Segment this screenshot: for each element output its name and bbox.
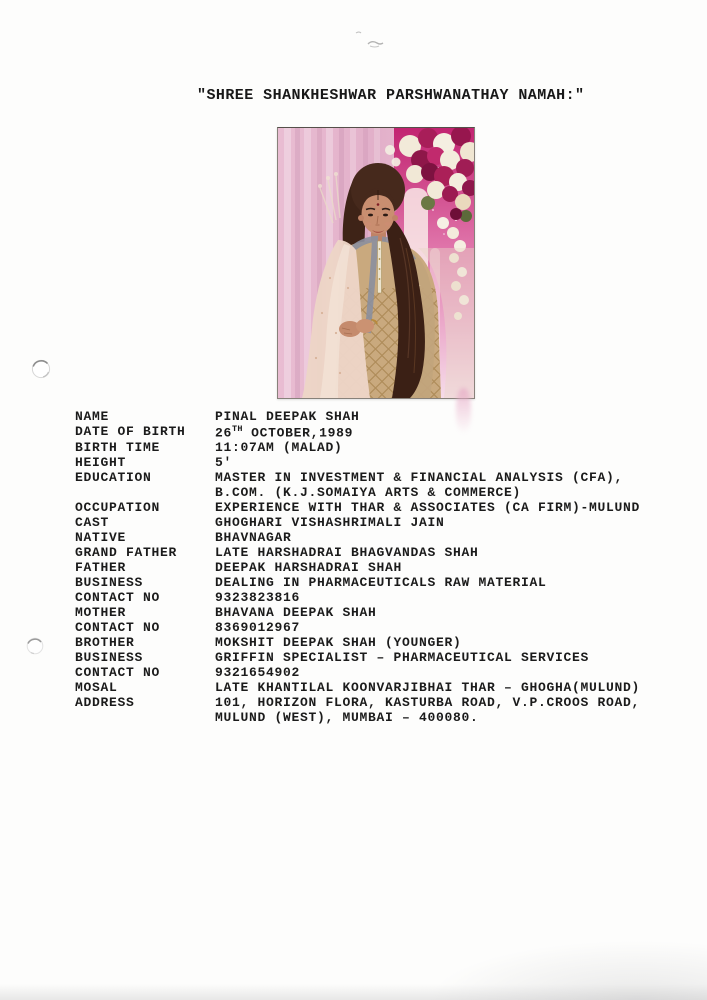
portrait-photo-art: [278, 128, 474, 398]
field-row-brother: [75, 635, 707, 650]
field-value: LATE HARSHADRAI BHAGVANDAS SHAH: [215, 545, 479, 561]
field-value: 9321654902: [215, 665, 301, 681]
field-label: OCCUPATION: [75, 500, 161, 516]
bindi: [377, 203, 380, 206]
field-row-address: [75, 695, 707, 725]
field-label: EDUCATION: [75, 470, 152, 486]
field-row-brother-business: [75, 650, 707, 665]
field-value: GRIFFIN SPECIALIST – PHARMACEUTICAL SERVICES: [215, 650, 590, 666]
field-value: BHAVNAGAR: [215, 530, 292, 546]
field-value: 9323823816: [215, 590, 301, 606]
field-row-name: [75, 409, 707, 424]
field-value: MASTER IN INVESTMENT & FINANCIAL ANALYSIS (CFA), B.COM. (K.J.SOMAIYA ARTS & COMMERCE): [215, 470, 624, 501]
field-row-occupation: [75, 500, 707, 515]
field-row-education: [75, 470, 707, 500]
field-label: ADDRESS: [75, 695, 135, 711]
field-value: EXPERIENCE WITH THAR & ASSOCIATES (CA FIRM)-MULUND: [215, 500, 641, 516]
field-label: MOSAL: [75, 680, 118, 696]
field-row-cast: [75, 515, 707, 530]
field-label: BIRTH TIME: [75, 440, 161, 456]
field-value: 11:07AM (MALAD): [215, 440, 343, 456]
field-label: CONTACT NO: [75, 665, 161, 681]
field-label: NATIVE: [75, 530, 127, 546]
field-row-father: [75, 560, 707, 575]
document-title: "SHREE SHANKHESHWAR PARSHWANATHAY NAMAH:": [197, 87, 585, 104]
field-value: 8369012967: [215, 620, 301, 636]
portrait-photo: [277, 127, 475, 399]
field-label: CAST: [75, 515, 110, 531]
field-label: BROTHER: [75, 635, 135, 651]
field-label: FATHER: [75, 560, 127, 576]
field-label: DATE OF BIRTH: [75, 424, 186, 439]
field-value: DEALING IN PHARMACEUTICALS RAW MATERIAL: [215, 575, 547, 591]
field-row-date-of-birth: [75, 424, 707, 440]
hole-punch-icon: [30, 358, 52, 380]
field-label: GRAND FATHER: [75, 545, 178, 561]
ordinal-suffix: TH: [232, 424, 243, 434]
scan-smudge-mark: [352, 30, 386, 52]
field-value: GHOGHARI VISHASHRIMALI JAIN: [215, 515, 445, 531]
field-value: 101, HORIZON FLORA, KASTURBA ROAD, V.P.CROOS ROAD, MULUND (WEST), MUMBAI – 400080.: [215, 695, 641, 726]
field-label: CONTACT NO: [75, 590, 161, 606]
field-value: 26TH OCTOBER,1989: [215, 424, 354, 441]
field-value: DEEPAK HARSHADRAI SHAH: [215, 560, 403, 576]
biodata-fields: [0, 409, 707, 725]
field-value: MOKSHIT DEEPAK SHAH (YOUNGER): [215, 635, 462, 651]
field-value: BHAVANA DEEPAK SHAH: [215, 605, 377, 621]
field-row-brother-contact: [75, 665, 707, 680]
field-value: 5': [215, 455, 233, 471]
field-value: LATE KHANTILAL KOONVARJIBHAI THAR – GHOGHA(MULUND): [215, 680, 641, 696]
field-row-mother: [75, 605, 707, 620]
field-label: CONTACT NO: [75, 620, 161, 636]
field-row-father-business: [75, 575, 707, 590]
field-row-father-contact: [75, 590, 707, 605]
field-value: PINAL DEEPAK SHAH: [215, 409, 360, 424]
field-label: NAME: [75, 409, 110, 424]
field-row-birth-time: [75, 440, 707, 455]
field-row-height: [75, 455, 707, 470]
field-label: MOTHER: [75, 605, 127, 621]
field-row-mother-contact: [75, 620, 707, 635]
field-row-mosal: [75, 680, 707, 695]
scan-bottom-smudge: [0, 984, 707, 1000]
field-label: BUSINESS: [75, 575, 144, 591]
field-row-grand-father: [75, 545, 707, 560]
field-row-native: [75, 530, 707, 545]
field-label: HEIGHT: [75, 455, 127, 471]
field-label: BUSINESS: [75, 650, 144, 666]
